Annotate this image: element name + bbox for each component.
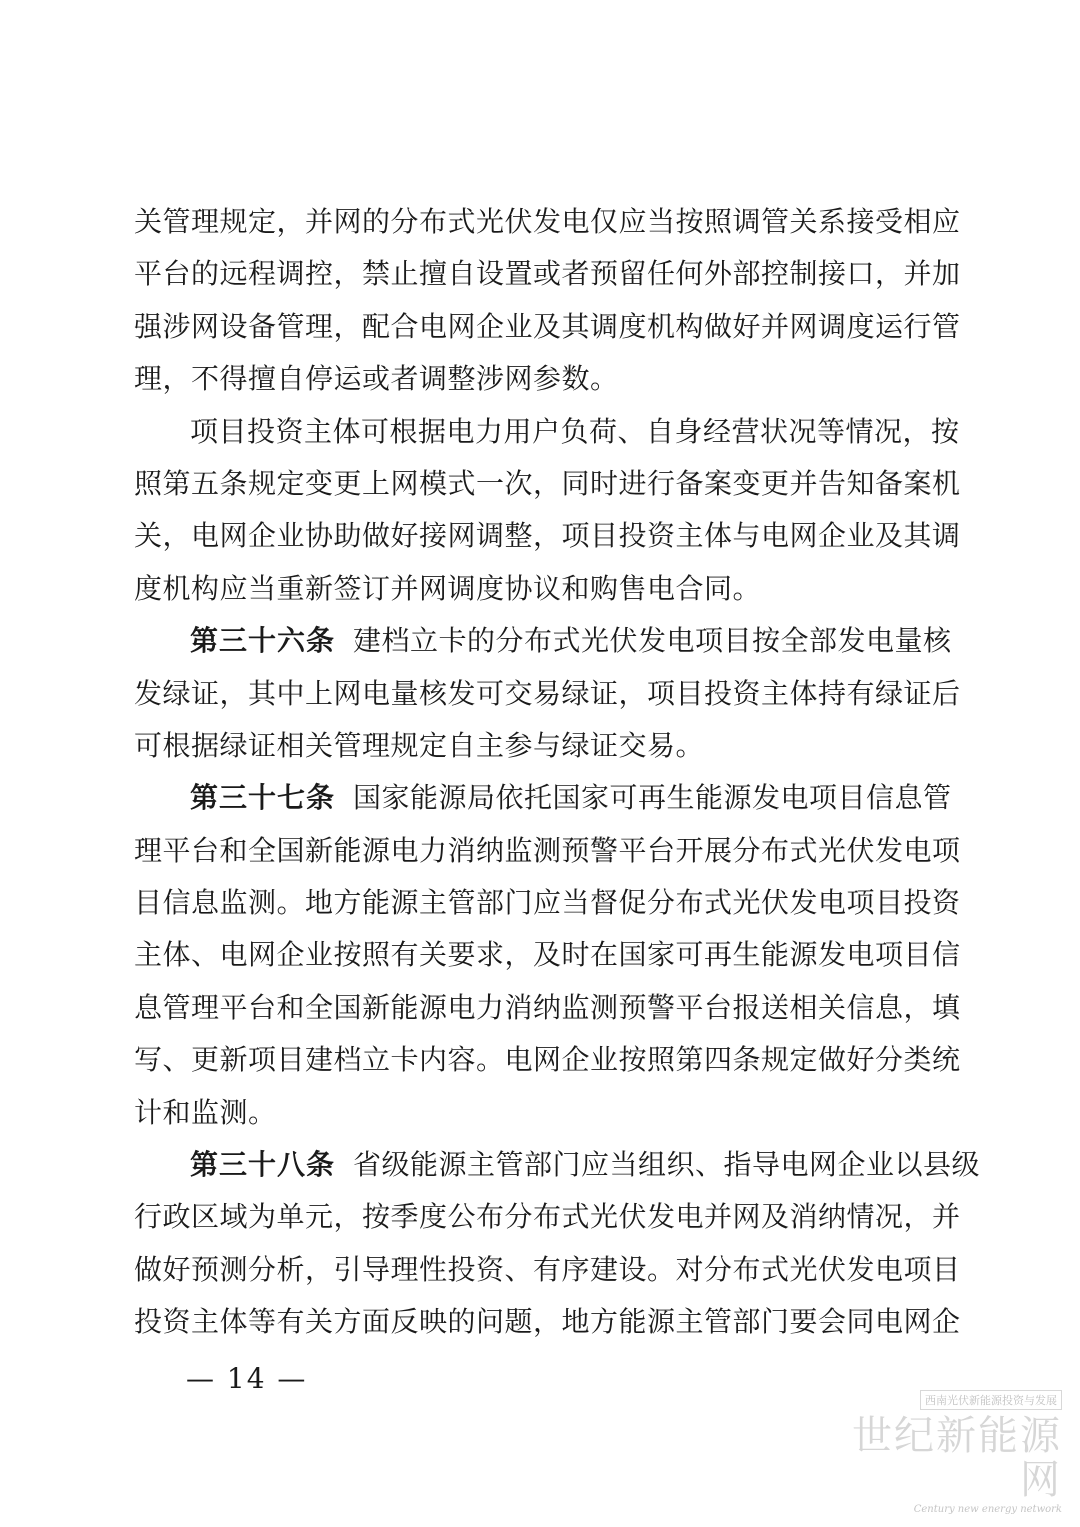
article-heading: 第三十六条 xyxy=(190,624,336,658)
article-heading: 第三十七条 xyxy=(190,781,336,815)
watermark-top-text: 西南光伏新能源投资与发展 xyxy=(920,1390,1062,1410)
text-line: 做好预测分析，引导理性投资、有序建设。对分布式光伏发电项目 xyxy=(134,1252,961,1286)
text-line: 平台的远程调控，禁止擅自设置或者预留任何外部控制接口，并加 xyxy=(134,257,961,291)
text-line xyxy=(134,772,952,824)
paragraph xyxy=(134,406,961,616)
text-line: 行政区域为单元，按季度公布分布式光伏发电并网及消纳情况，并 xyxy=(134,1200,961,1234)
text-line: 照第五条规定变更上网模式一次，同时进行备案变更并告知备案机 xyxy=(134,466,961,500)
watermark-main-text: 世纪新能源网 xyxy=(852,1413,1062,1503)
watermark-sub-text: Century new energy network xyxy=(913,1504,1062,1515)
article-text: 省级能源主管部门应当组织、指导电网企业以县级 xyxy=(353,1148,981,1182)
text-line: 发绿证，其中上网电量核发可交易绿证，项目投资主体持有绿证后 xyxy=(134,676,961,710)
text-line: 目信息监测。地方能源主管部门应当督促分布式光伏发电项目投资 xyxy=(134,886,961,920)
text-line: 项目投资主体可根据电力用户负荷、自身经营状况等情况，按 xyxy=(190,414,960,448)
article-38 xyxy=(134,1139,981,1349)
article-36 xyxy=(134,615,961,772)
page-number: — 14 — xyxy=(186,1362,308,1395)
text-line: 计和监测。 xyxy=(134,1095,277,1129)
text-line: 关管理规定，并网的分布式光伏发电仅应当按照调管关系接受相应 xyxy=(134,205,961,238)
watermark-logo xyxy=(842,1389,1062,1515)
text-line: 理，不得擅自停运或者调整涉网参数。 xyxy=(134,362,619,396)
text-line xyxy=(134,615,952,667)
text-line: 写、更新项目建档立卡内容。电网企业按照第四条规定做好分类统 xyxy=(134,1043,961,1077)
text-line: 息管理平台和全国新能源电力消纳监测预警平台报送相关信息，填 xyxy=(134,990,961,1024)
text-line: 可根据绿证相关管理规定自主参与绿证交易。 xyxy=(134,728,705,762)
article-text: 建档立卡的分布式光伏发电项目按全部发电量核 xyxy=(353,624,952,658)
text-line: 强涉网设备管理，配合电网企业及其调度机构做好并网调度运行管 xyxy=(134,309,961,343)
article-text: 国家能源局依托国家可再生能源发电项目信息管 xyxy=(353,781,952,815)
text-line: 投资主体等有关方面反映的问题，地方能源主管部门要会同电网企 xyxy=(134,1305,961,1339)
text-line: 理平台和全国新能源电力消纳监测预警平台开展分布式光伏发电项 xyxy=(134,833,961,867)
text-line: 度机构应当重新签订并网调度协议和购售电合同。 xyxy=(134,571,762,605)
document-body xyxy=(134,196,981,1349)
article-37 xyxy=(134,772,961,1139)
text-line xyxy=(134,1139,981,1191)
article-heading: 第三十八条 xyxy=(190,1148,336,1182)
paragraph xyxy=(134,196,961,406)
text-line: 关，电网企业协助做好接网调整，项目投资主体与电网企业及其调 xyxy=(134,519,961,553)
text-line: 主体、电网企业按照有关要求，及时在国家可再生能源发电项目信 xyxy=(134,938,961,972)
